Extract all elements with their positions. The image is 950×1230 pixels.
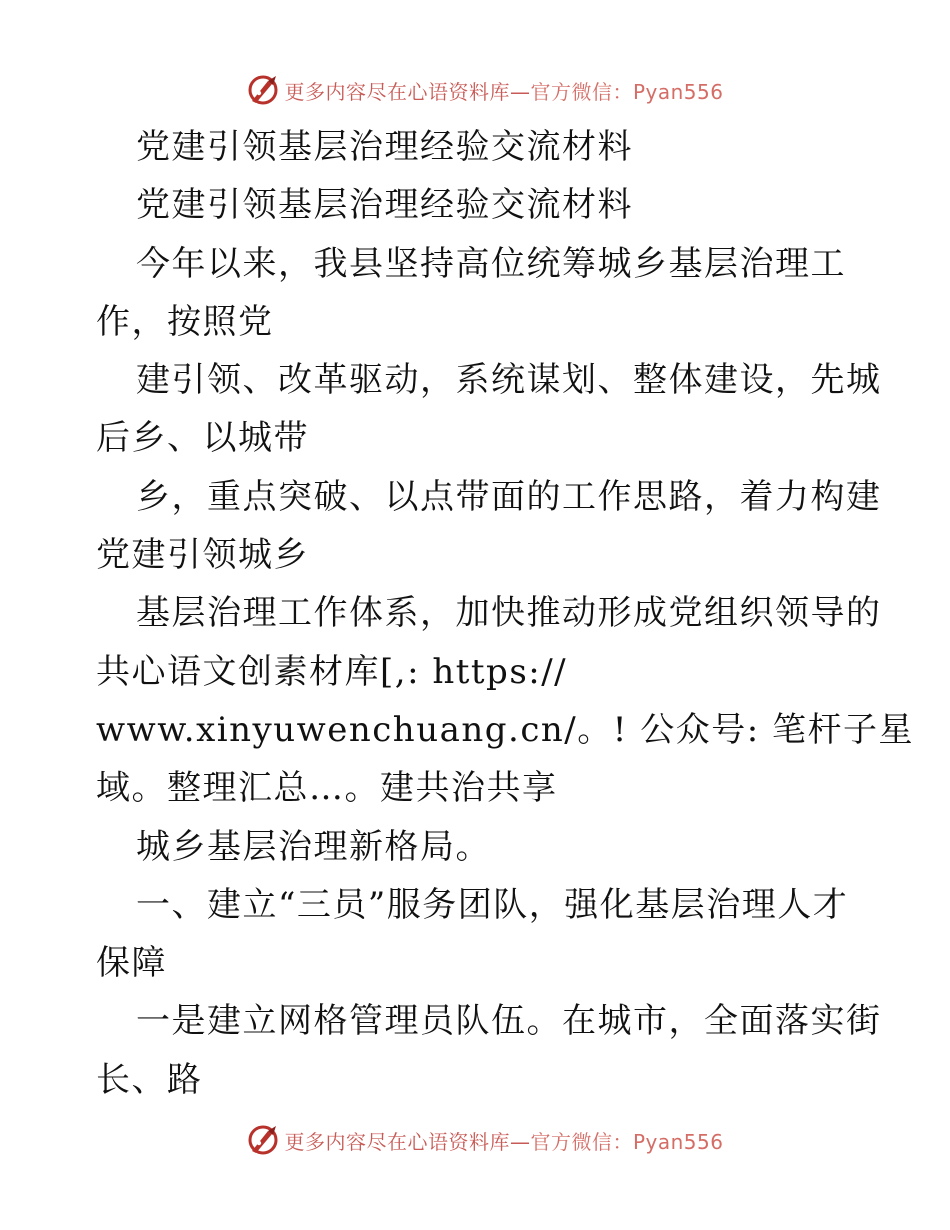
paragraph-line: 城乡基层治理新格局。 [136,826,491,867]
header-banner [0,70,950,110]
section-heading-cont: 保障 [96,943,167,984]
paragraph-line: 基层治理工作体系，加快推动形成党组织领导的 [136,593,882,634]
footer-banner [0,1120,950,1160]
paragraph-line: 今年以来，我县坚持高位统筹城乡基层治理工 [136,243,846,284]
paragraph-line: www.xinyuwenchuang.cn/。! 公众号: 笔杆子星 [96,709,914,750]
doc-subtitle: 党建引领基层治理经验交流材料 [136,185,633,226]
paragraph-line: 建引领、改革驱动，系统谋划、整体建设，先城 [136,360,882,401]
header-banner-text: 更多内容尽在心语资料库—官方微信：Pyan556 [284,79,724,104]
paragraph-line: 共心语文创素材库[,: https:// [96,651,568,692]
paragraph-line: 一是建立网格管理员队伍。在城市，全面落实街 [136,1001,882,1042]
section-heading: 一、建立“三员”服务团队，强化基层治理人才 [136,884,849,925]
paragraph-line: 长、路 [96,1059,203,1100]
quill-pen-logo-icon [246,73,280,107]
paragraph-line: 作，按照党 [96,301,274,342]
paragraph-line: 后乡、以城带 [96,418,309,459]
paragraph-line: 域。整理汇总…。建共治共享 [96,768,558,809]
quill-pen-logo-icon [246,1123,280,1157]
document-body [96,118,914,1109]
paragraph-line: 党建引领城乡 [96,535,309,576]
footer-banner-text: 更多内容尽在心语资料库—官方微信：Pyan556 [284,1129,724,1154]
doc-title: 党建引领基层治理经验交流材料 [136,127,633,167]
paragraph-line: 乡，重点突破、以点带面的工作思路，着力构建 [136,476,882,517]
